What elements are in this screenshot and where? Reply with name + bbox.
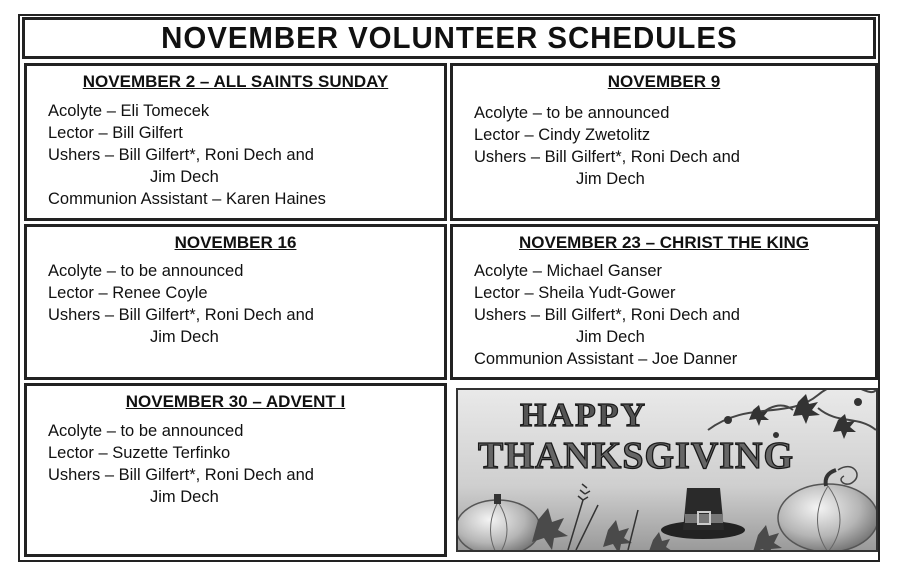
- lector-name: Renee Coyle: [112, 284, 208, 302]
- lector-name: Sheila Yudt-Gower: [538, 284, 676, 302]
- lector-line: Lector – Cindy Zwetolitz: [474, 124, 875, 146]
- ushers-line: Ushers – Bill Gilfert*, Roni Dech and: [48, 144, 444, 166]
- lector-line: Lector – Sheila Yudt-Gower: [474, 282, 875, 304]
- card-body: [474, 102, 875, 190]
- happy-text: HAPPY: [520, 397, 648, 434]
- ushers-continuation: Jim Dech: [576, 328, 645, 346]
- ushers-names: Bill Gilfert*, Roni Dech and: [544, 306, 740, 324]
- communion-name: Karen Haines: [225, 190, 326, 208]
- page-title: NOVEMBER VOLUNTEER SCHEDULES: [160, 20, 738, 55]
- acolyte-name: Michael Ganser: [546, 262, 663, 280]
- card-body: [48, 260, 444, 348]
- acolyte-line: Acolyte – to be announced: [474, 102, 875, 124]
- ushers-line: Ushers – Bill Gilfert*, Roni Dech and: [48, 464, 444, 486]
- acolyte-name: to be announced: [120, 422, 244, 440]
- lector-name: Cindy Zwetolitz: [538, 126, 651, 144]
- lector-name: Bill Gilfert: [112, 124, 183, 142]
- communion-line: Communion Assistant – Karen Haines: [48, 188, 444, 210]
- card-heading: NOVEMBER 2 – ALL SAINTS SUNDAY: [82, 72, 389, 91]
- acolyte-line: Acolyte – to be announced: [48, 260, 444, 282]
- schedule-card-nov9: [450, 63, 878, 221]
- thanksgiving-image: [456, 388, 878, 552]
- card-heading: NOVEMBER 9: [607, 72, 721, 91]
- ushers-names: Bill Gilfert*, Roni Dech and: [118, 146, 314, 164]
- card-body: [48, 100, 444, 210]
- acolyte-line: Acolyte – to be announced: [48, 420, 444, 442]
- ushers-continuation: Jim Dech: [150, 328, 219, 346]
- thanksgiving-illustration: [458, 390, 876, 550]
- acolyte-line: Acolyte – Eli Tomecek: [48, 100, 444, 122]
- card-body: [474, 260, 875, 370]
- lector-line: Lector – Bill Gilfert: [48, 122, 444, 144]
- ushers-continuation: Jim Dech: [150, 488, 219, 506]
- card-heading: NOVEMBER 30 – ADVENT I: [125, 392, 346, 411]
- thanksgiving-text: THANKSGIVING: [478, 435, 795, 477]
- card-heading: NOVEMBER 16: [174, 233, 297, 252]
- title-banner: [22, 17, 876, 59]
- acolyte-name: to be announced: [120, 262, 244, 280]
- acolyte-name: to be announced: [546, 104, 670, 122]
- schedule-card-nov16: [24, 224, 447, 380]
- ushers-continuation: Jim Dech: [576, 170, 645, 188]
- acolyte-name: Eli Tomecek: [120, 102, 210, 120]
- lector-line: Lector – Suzette Terfinko: [48, 442, 444, 464]
- card-body: [48, 420, 444, 508]
- acolyte-line: Acolyte – Michael Ganser: [474, 260, 875, 282]
- ushers-line: Ushers – Bill Gilfert*, Roni Dech and: [474, 146, 875, 168]
- ushers-line: Ushers – Bill Gilfert*, Roni Dech and: [48, 304, 444, 326]
- ushers-names: Bill Gilfert*, Roni Dech and: [118, 466, 314, 484]
- ushers-continuation: Jim Dech: [150, 168, 219, 186]
- lector-name: Suzette Terfinko: [112, 444, 231, 462]
- ushers-names: Bill Gilfert*, Roni Dech and: [544, 148, 740, 166]
- card-heading: NOVEMBER 23 – CHRIST THE KING: [519, 233, 809, 252]
- communion-name: Joe Danner: [651, 350, 738, 368]
- communion-line: Communion Assistant – Joe Danner: [474, 348, 875, 370]
- schedule-card-nov23: [450, 224, 878, 380]
- ushers-names: Bill Gilfert*, Roni Dech and: [118, 306, 314, 324]
- lector-line: Lector – Renee Coyle: [48, 282, 444, 304]
- ushers-line: Ushers – Bill Gilfert*, Roni Dech and: [474, 304, 875, 326]
- schedule-card-nov2: [24, 63, 447, 221]
- schedule-card-nov30: [24, 383, 447, 557]
